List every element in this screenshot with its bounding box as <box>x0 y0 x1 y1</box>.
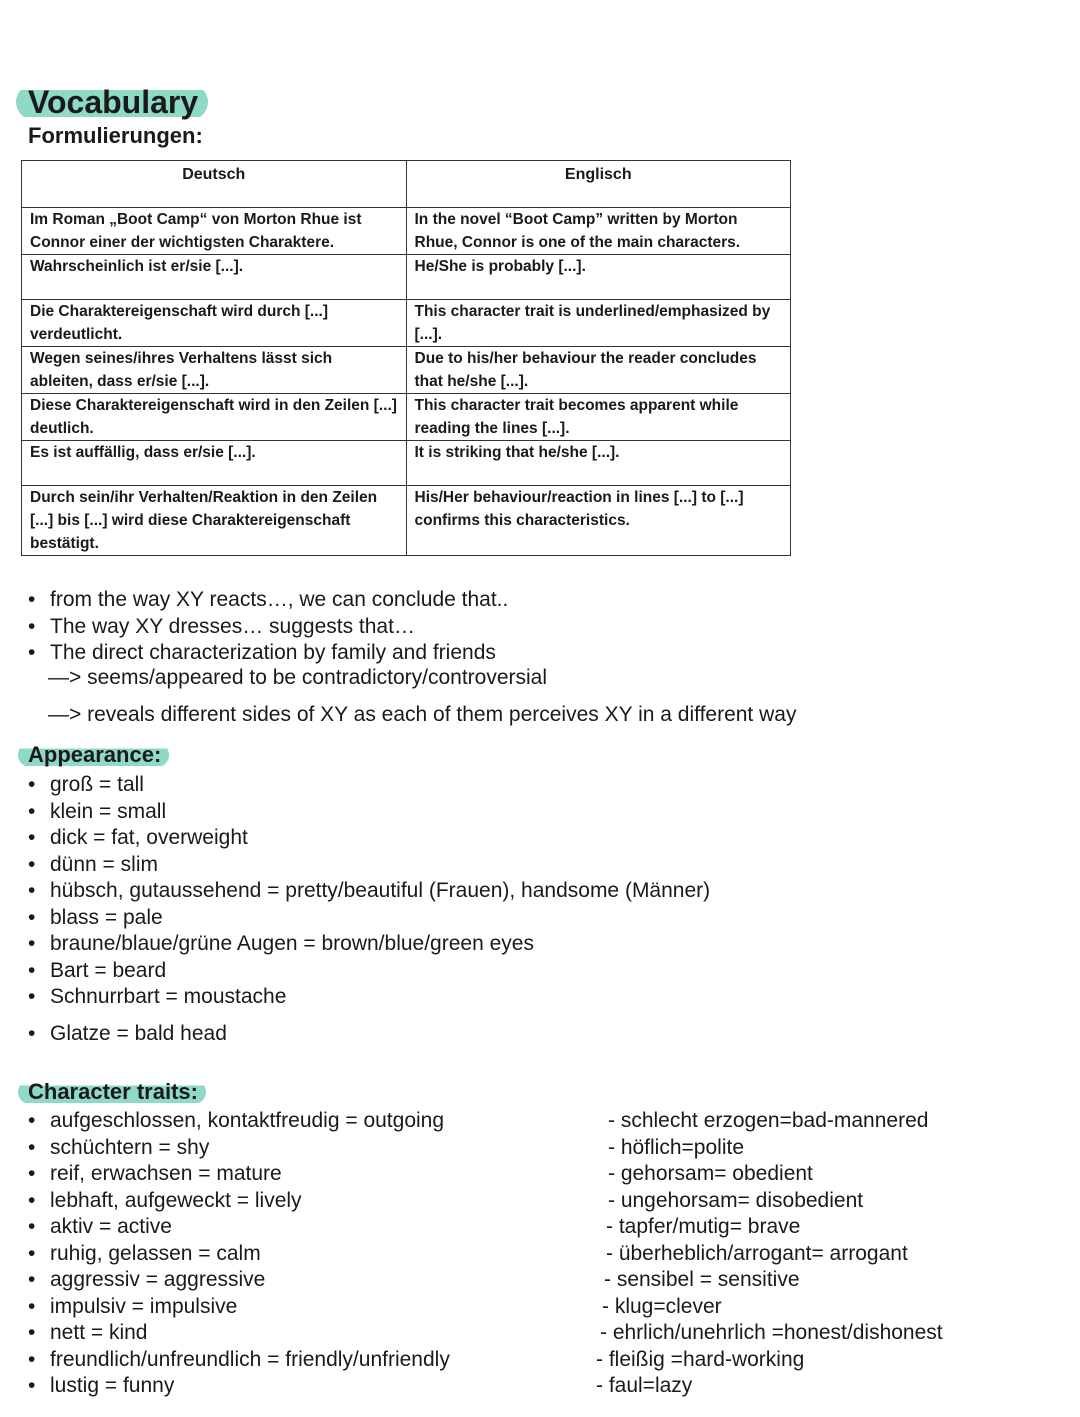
table-header-row <box>22 161 791 208</box>
table-cell-de: Im Roman „Boot Camp“ von Morton Rhue ist Connor einer der wichtigsten Charaktere. <box>22 208 407 255</box>
list-item: - gehorsam= obedient <box>608 1162 813 1185</box>
table-cell-de: Wahrscheinlich ist er/sie [...]. <box>22 255 407 300</box>
appearance-list <box>28 772 710 1011</box>
list-item: - überheblich/arrogant= arrogant <box>606 1241 908 1265</box>
list-item: - höflich=polite <box>608 1135 744 1159</box>
list-item: • aktiv = active <box>28 1214 450 1241</box>
table-cell-de: Wegen seines/ihres Verhaltens lässt sich ableiten, dass er/sie [...]. <box>22 347 407 394</box>
list-item: • impulsiv = impulsive <box>28 1294 450 1321</box>
column-header-deutsch: Deutsch <box>22 161 407 208</box>
table-cell-de: Es ist auffällig, dass er/sie [...]. <box>22 441 407 486</box>
arrow-note: —> seems/appeared to be contradictory/controversial <box>48 666 548 689</box>
list-item: • from the way XY reacts…, we can conclude that.. <box>28 587 508 614</box>
column-header-englisch: Englisch <box>406 161 791 208</box>
table-row <box>22 394 791 441</box>
table-cell-de: Die Charaktereigenschaft wird durch [...] verdeutlicht. <box>22 300 407 347</box>
table-cell-en: Due to his/her behaviour the reader concludes that he/she [...]. <box>406 347 791 394</box>
phrases-table <box>21 160 791 556</box>
list-item: • lustig = funny <box>28 1373 450 1400</box>
traits-list-left <box>28 1108 450 1400</box>
arrow-note: —> reveals different sides of XY as each of them perceives XY in a different way <box>48 703 797 726</box>
list-item: - ungehorsam= disobedient <box>608 1188 864 1212</box>
table-cell-en: This character trait is underlined/emphasized by [...]. <box>406 300 791 347</box>
phrases-list <box>28 587 508 667</box>
table-cell-en: It is striking that he/she [...]. <box>406 441 791 486</box>
list-item: • freundlich/unfreundlich = friendly/unfriendly <box>28 1347 450 1374</box>
table-row <box>22 255 791 300</box>
character-traits-heading: Character traits: <box>18 1080 206 1104</box>
list-item: - sensibel = sensitive <box>604 1268 800 1291</box>
appearance-list-extra <box>28 1021 227 1048</box>
list-item: - klug=clever <box>602 1294 722 1318</box>
table-row <box>22 486 791 556</box>
table-row <box>22 441 791 486</box>
table-cell-en: This character trait becomes apparent while reading the lines [...]. <box>406 394 791 441</box>
table-row <box>22 347 791 394</box>
list-item: • reif, erwachsen = mature <box>28 1161 450 1188</box>
appearance-heading: Appearance: <box>18 743 169 767</box>
list-item: - schlecht erzogen=bad-mannered <box>608 1109 929 1132</box>
list-item: • Schnurrbart = moustache <box>28 984 710 1011</box>
list-item: • groß = tall <box>28 772 710 799</box>
list-item: • braune/blaue/grüne Augen = brown/blue/green eyes <box>28 931 710 958</box>
list-item: • ruhig, gelassen = calm <box>28 1241 450 1268</box>
list-item: • klein = small <box>28 799 710 826</box>
list-item: • The direct characterization by family and friends <box>28 640 508 667</box>
traits-list-right <box>596 1108 943 1400</box>
table-cell-de: Diese Charaktereigenschaft wird in den Zeilen [...] deutlich. <box>22 394 407 441</box>
section-subtitle: Formulierungen: <box>28 123 203 148</box>
list-item: • Glatze = bald head <box>28 1021 227 1048</box>
list-item: • blass = pale <box>28 905 710 932</box>
list-item: • Bart = beard <box>28 958 710 985</box>
list-item: • dick = fat, overweight <box>28 825 710 852</box>
page-title: Vocabulary <box>16 84 208 120</box>
list-item: - fleißig =hard-working <box>596 1347 805 1371</box>
list-item: - ehrlich/unehrlich =honest/dishonest <box>600 1321 943 1344</box>
table-row <box>22 208 791 255</box>
list-item: • nett = kind <box>28 1320 450 1347</box>
list-item: • schüchtern = shy <box>28 1135 450 1162</box>
table-cell-en: In the novel “Boot Camp” written by Morton Rhue, Connor is one of the main characters. <box>406 208 791 255</box>
list-item: • aufgeschlossen, kontaktfreudig = outgoing <box>28 1108 450 1135</box>
list-item: - faul=lazy <box>596 1374 693 1397</box>
list-item: • hübsch, gutaussehend = pretty/beautiful (Frauen), handsome (Männer) <box>28 878 710 905</box>
table-cell-en: His/Her behaviour/reaction in lines [...] to [...] confirms this characteristics. <box>406 486 791 556</box>
table-cell-de: Durch sein/ihr Verhalten/Reaktion in den Zeilen [...] bis [...] wird diese Charaktereigenschaft bestätigt. <box>22 486 407 556</box>
list-item: • The way XY dresses… suggests that… <box>28 614 508 641</box>
list-item: - tapfer/mutig= brave <box>606 1215 801 1238</box>
table-row <box>22 300 791 347</box>
table-cell-en: He/She is probably [...]. <box>406 255 791 300</box>
list-item: • lebhaft, aufgeweckt = lively <box>28 1188 450 1215</box>
list-item: • dünn = slim <box>28 852 710 879</box>
list-item: • aggressiv = aggressive <box>28 1267 450 1294</box>
